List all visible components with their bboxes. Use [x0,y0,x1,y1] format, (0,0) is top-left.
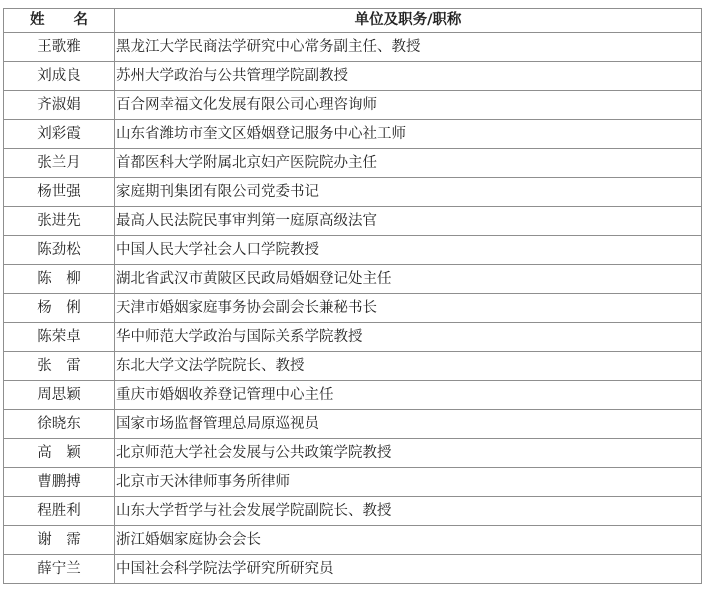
row-title: 山东省潍坊市奎文区婚姻登记服务中心社工师 [115,120,702,149]
row-title: 湖北省武汉市黄陂区民政局婚姻登记处主任 [115,265,702,294]
row-name: 薛宁兰 [4,555,115,584]
row-title: 最高人民法院民事审判第一庭原高级法官 [115,207,702,236]
row-name: 王歌雅 [4,33,115,62]
header-name: 姓 名 [4,9,115,33]
row-name: 周思颖 [4,381,115,410]
table-row [4,352,702,381]
row-name: 谢 霈 [4,526,115,555]
row-name: 曹鹏搏 [4,468,115,497]
row-name: 张 雷 [4,352,115,381]
row-name: 陈荣卓 [4,323,115,352]
table-row [4,410,702,439]
table-row [4,497,702,526]
row-title: 黑龙江大学民商法学研究中心常务副主任、教授 [115,33,702,62]
table-row [4,265,702,294]
row-name: 齐淑娟 [4,91,115,120]
table-row [4,236,702,265]
table-row [4,468,702,497]
row-title: 华中师范大学政治与国际关系学院教授 [115,323,702,352]
table-row [4,120,702,149]
row-title: 国家市场监督管理总局原巡视员 [115,410,702,439]
row-title: 首都医科大学附属北京妇产医院院办主任 [115,149,702,178]
row-name: 高 颖 [4,439,115,468]
row-name: 程胜利 [4,497,115,526]
table-row [4,149,702,178]
row-title: 百合网幸福文化发展有限公司心理咨询师 [115,91,702,120]
row-title: 天津市婚姻家庭事务协会副会长兼秘书长 [115,294,702,323]
table-row [4,439,702,468]
table-body [4,33,702,584]
row-title: 中国人民大学社会人口学院教授 [115,236,702,265]
table-row [4,91,702,120]
table-row [4,62,702,91]
row-name: 张兰月 [4,149,115,178]
row-name: 张进先 [4,207,115,236]
row-title: 东北大学文法学院院长、教授 [115,352,702,381]
table-row [4,323,702,352]
row-name: 陈劲松 [4,236,115,265]
table-row [4,526,702,555]
header-row [4,9,702,33]
header-title: 单位及职务/职称 [115,9,702,33]
row-title: 苏州大学政治与公共管理学院副教授 [115,62,702,91]
row-title: 北京师范大学社会发展与公共政策学院教授 [115,439,702,468]
table-header [4,9,702,33]
row-title: 北京市天沐律师事务所律师 [115,468,702,497]
row-name: 刘成良 [4,62,115,91]
row-title: 中国社会科学院法学研究所研究员 [115,555,702,584]
member-table [3,8,702,584]
table-row [4,178,702,207]
table-row [4,207,702,236]
member-table-container [3,8,701,584]
row-title: 浙江婚姻家庭协会会长 [115,526,702,555]
row-name: 杨 俐 [4,294,115,323]
row-title: 家庭期刊集团有限公司党委书记 [115,178,702,207]
table-row [4,555,702,584]
table-row [4,294,702,323]
table-row [4,33,702,62]
row-title: 山东大学哲学与社会发展学院副院长、教授 [115,497,702,526]
table-row [4,381,702,410]
row-title: 重庆市婚姻收养登记管理中心主任 [115,381,702,410]
row-name: 刘彩霞 [4,120,115,149]
row-name: 杨世强 [4,178,115,207]
row-name: 徐晓东 [4,410,115,439]
row-name: 陈 柳 [4,265,115,294]
